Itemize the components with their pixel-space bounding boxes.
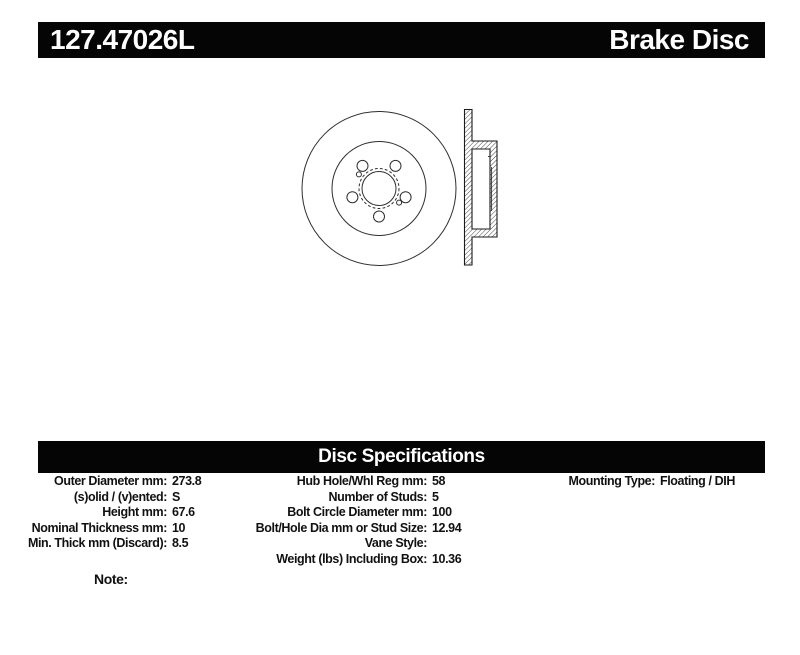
hub-hole-circle <box>362 172 396 206</box>
spec-label: Nominal Thickness mm: <box>31 520 167 535</box>
outer-diameter-circle <box>302 112 456 266</box>
spec-column-middle <box>240 474 461 568</box>
spec-section-header <box>38 441 765 473</box>
front-view-drawing <box>302 112 456 266</box>
stud-hole <box>390 160 401 171</box>
spec-value: 8.5 <box>172 536 189 551</box>
spec-label: Height mm: <box>102 505 167 520</box>
spec-row-height <box>40 505 201 521</box>
spec-row-nominal-thickness <box>31 520 201 537</box>
locating-hole <box>356 172 361 177</box>
spec-label: Min. Thick mm (Discard): <box>27 536 167 551</box>
spec-section-title: Disc Specifications <box>318 446 485 467</box>
spec-label: (s)olid / (v)ented: <box>73 489 167 504</box>
spec-row-number-of-studs <box>240 490 461 506</box>
spec-value: 10 <box>172 520 186 535</box>
spec-label: Weight (lbs) Including Box: <box>276 551 427 566</box>
spec-value: 10.36 <box>432 551 462 566</box>
spec-value: 5 <box>432 489 439 504</box>
spec-row-outer-diameter <box>40 474 201 490</box>
stud-hole <box>357 160 368 171</box>
stud-hole <box>347 192 358 203</box>
spec-label: Bolt/Hole Dia mm or Stud Size: <box>255 520 427 535</box>
spec-label: Mounting Type: <box>568 474 655 488</box>
spec-row-weight <box>240 552 461 568</box>
spec-column-right <box>500 474 735 490</box>
brake-disc-technical-drawing <box>290 98 510 283</box>
spec-row-solid-vented <box>40 490 201 506</box>
note-label: Note: <box>94 571 128 587</box>
wheel-register-dashed-circle <box>359 169 399 209</box>
spec-row-vane-style <box>240 536 461 552</box>
spec-value: 58 <box>432 474 446 488</box>
hat-circle <box>332 142 426 236</box>
spec-row-min-thickness <box>27 536 201 552</box>
spec-row-bolt-circle-diameter <box>240 505 461 521</box>
spec-row-hub-hole <box>240 474 461 490</box>
spec-label: Bolt Circle Diameter mm: <box>287 505 427 520</box>
spec-label: Outer Diameter mm: <box>54 474 167 488</box>
spec-value: 100 <box>432 505 452 520</box>
spec-column-left <box>27 474 202 552</box>
spec-row-mounting-type <box>500 474 735 490</box>
spec-value: Floating / DIH <box>660 474 735 488</box>
stud-hole <box>374 211 385 222</box>
spec-value: 273.8 <box>172 474 202 488</box>
title-bar <box>38 22 765 58</box>
spec-value: S <box>172 489 180 504</box>
spec-value: 67.6 <box>172 505 195 520</box>
spec-row-bolt-hole-dia <box>240 521 461 537</box>
cross-section-profile <box>465 110 498 266</box>
spec-label: Vane Style: <box>364 536 427 551</box>
cross-section-drawing <box>465 110 498 266</box>
product-title: Brake Disc <box>609 24 749 55</box>
spec-value: 12.94 <box>432 520 462 535</box>
part-number: 127.47026L <box>50 24 195 55</box>
spec-label: Number of Studs: <box>328 489 427 504</box>
locating-hole <box>397 200 402 205</box>
stud-hole <box>400 192 411 203</box>
spec-label: Hub Hole/Whl Reg mm: <box>296 474 427 488</box>
